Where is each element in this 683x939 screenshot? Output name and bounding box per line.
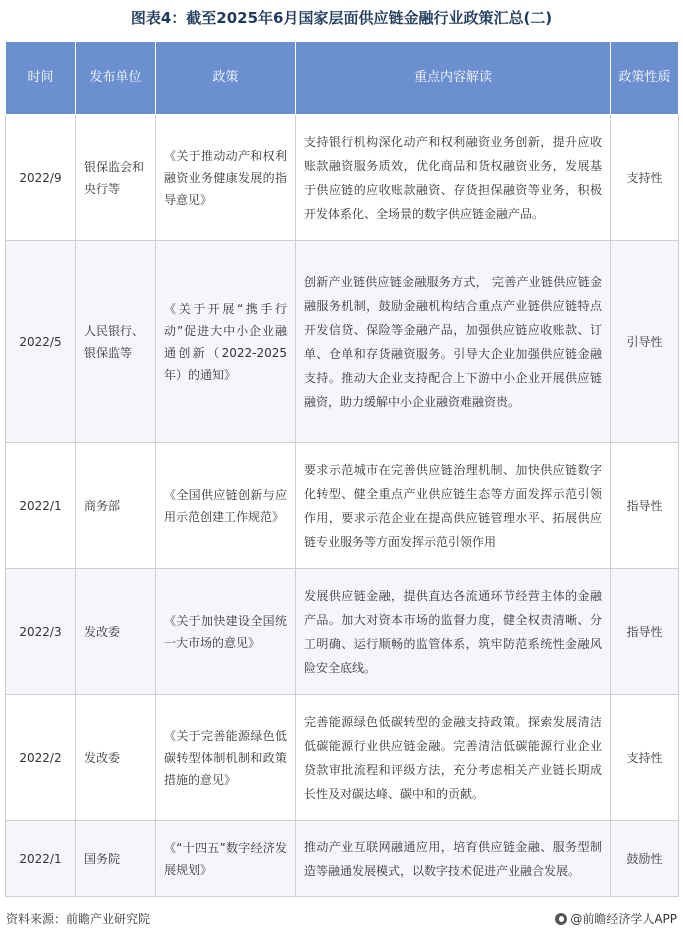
cell-policy: 《关于推动动产和权利融资业务健康发展的指导意见》: [156, 115, 296, 241]
cell-content: 完善能源绿色低碳转型的金融支持政策。探索发展清洁低碳能源行业供应链金融。完善清洁低碳能源行业企业贷款审批流程和评级方法，充分考虑相关产业链长期成长性及对碳达峰、碳中和的贡献。: [296, 695, 611, 821]
table-row: [6, 569, 679, 695]
brand-logo-icon: [555, 913, 567, 925]
table-row: [6, 821, 679, 897]
cell-policy: 《关于开展“携手行动”促进大中小企业融通创新（2022-2025年）的通知》: [156, 241, 296, 443]
table-header-row: [6, 42, 679, 115]
brand-credit-text: @前瞻经济学人APP: [570, 912, 677, 926]
cell-issuer: 银保监会和央行等: [76, 115, 156, 241]
cell-content: 要求示范城市在完善供应链治理机制、加快供应链数字化转型、健全重点产业供应链生态等方面发挥示范引领作用，要求示范企业在提高供应链管理水平、拓展供应链专业服务等方面发挥示范引领作用: [296, 443, 611, 569]
cell-content: 推动产业互联网融通应用，培育供应链金融、服务型制造等融通发展模式，以数字技术促进产业融合发展。: [296, 821, 611, 897]
policy-table: [5, 41, 679, 897]
cell-issuer: 发改委: [76, 569, 156, 695]
cell-date: 2022/3: [6, 569, 76, 695]
cell-date: 2022/9: [6, 115, 76, 241]
cell-nature: 指导性: [611, 569, 679, 695]
cell-nature: 引导性: [611, 241, 679, 443]
header-policy: 政策: [156, 42, 296, 115]
cell-nature: 支持性: [611, 115, 679, 241]
cell-content: 支持银行机构深化动产和权利融资业务创新，提升应收账款融资服务质效，优化商品和货权融资业务，发展基于供应链的应收账款融资、存货担保融资等业务，积极开发体系化、全场景的数字供应链金融产品。: [296, 115, 611, 241]
header-date: 时间: [6, 42, 76, 115]
header-content: 重点内容解读: [296, 42, 611, 115]
table-row: [6, 695, 679, 821]
cell-nature: 支持性: [611, 695, 679, 821]
figure-title: 图表4：截至2025年6月国家层面供应链金融行业政策汇总(二): [130, 9, 553, 27]
table-row: [6, 241, 679, 443]
cell-date: 2022/2: [6, 695, 76, 821]
cell-nature: 指导性: [611, 443, 679, 569]
table-row: [6, 115, 679, 241]
cell-issuer: 发改委: [76, 695, 156, 821]
cell-content: 发展供应链金融，提供直达各流通环节经营主体的金融产品。加大对资本市场的监督力度，健全权责清晰、分工明确、运行顺畅的监管体系，筑牢防范系统性金融风险安全底线。: [296, 569, 611, 695]
cell-nature: 鼓励性: [611, 821, 679, 897]
cell-date: 2022/1: [6, 443, 76, 569]
cell-date: 2022/5: [6, 241, 76, 443]
cell-policy: 《全国供应链创新与应用示范创建工作规范》: [156, 443, 296, 569]
cell-issuer: 商务部: [76, 443, 156, 569]
source-note: 资料来源：前瞻产业研究院: [6, 912, 151, 926]
header-nature: 政策性质: [611, 42, 679, 115]
cell-content: 创新产业链供应链金融服务方式， 完善产业链供应链金融服务机制，鼓励金融机构结合重点产业链供应链特点开发信贷、保险等金融产品，加强供应链应收账款、订单、仓单和存货融资服务。引导大企业加强供应链金融支持。推动大企业支持配合上下游中小企业开展供应链融资，助力缓解中小企业融资难融资贵。: [296, 241, 611, 443]
table-row: [6, 443, 679, 569]
cell-issuer: 人民银行、银保监等: [76, 241, 156, 443]
cell-policy: 《关于完善能源绿色低碳转型体制机制和政策措施的意见》: [156, 695, 296, 821]
header-issuer: 发布单位: [76, 42, 156, 115]
brand-credit: [555, 910, 677, 927]
cell-issuer: 国务院: [76, 821, 156, 897]
cell-policy: 《关于加快建设全国统一大市场的意见》: [156, 569, 296, 695]
cell-date: 2022/1: [6, 821, 76, 897]
cell-policy: 《“十四五”数字经济发展规划》: [156, 821, 296, 897]
